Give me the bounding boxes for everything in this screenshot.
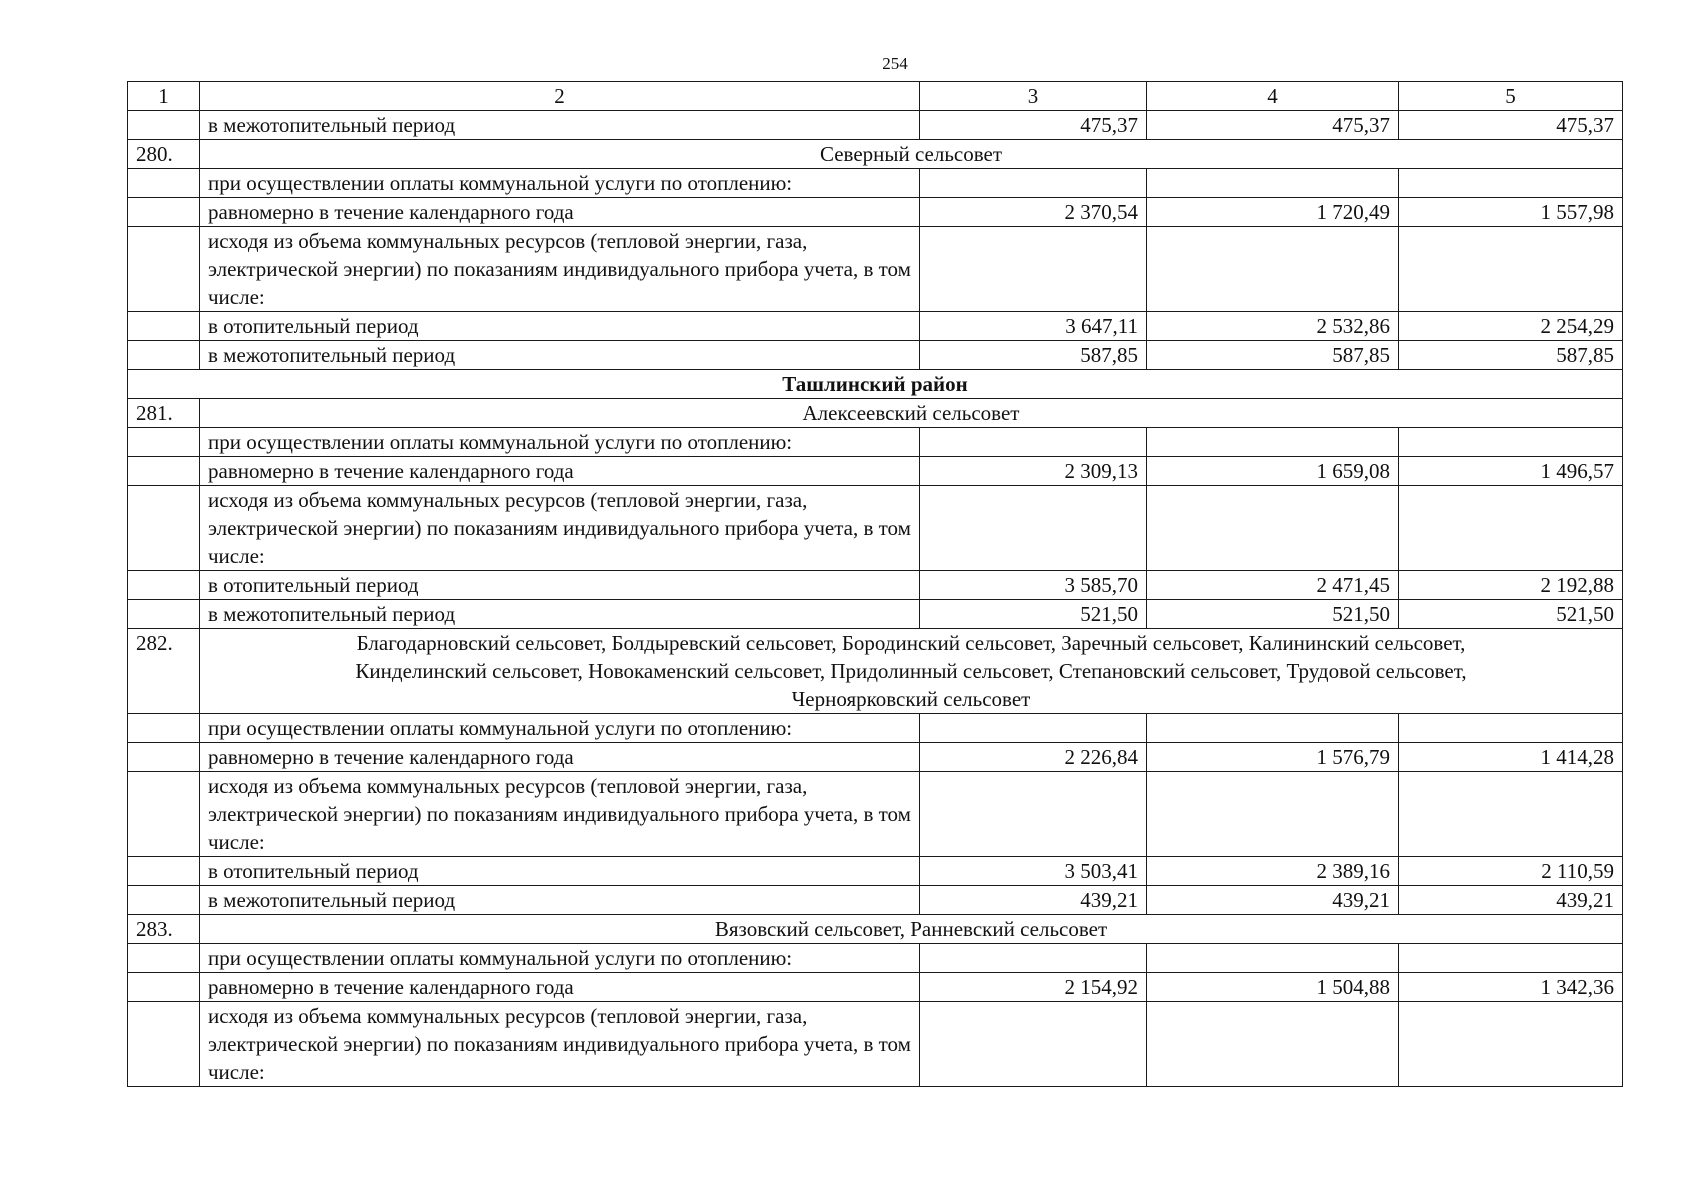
- group-title: Алексеевский сельсовет: [200, 399, 1623, 428]
- row-number-cell: [128, 312, 200, 341]
- row-description: в межотопительный период: [200, 600, 920, 629]
- value-col-3: 439,21: [920, 886, 1147, 915]
- row-description: исходя из объема коммунальных ресурсов (тепловой энергии, газа, электрической энергии) по показаниям индивидуального прибора учета, в том числе:: [200, 486, 920, 571]
- value-col-3: [920, 169, 1147, 198]
- row-number-cell: [128, 973, 200, 1002]
- header-cell-2: 2: [200, 82, 920, 111]
- row-number-cell: [128, 169, 200, 198]
- value-col-4: [1147, 486, 1399, 571]
- value-col-5: [1399, 169, 1623, 198]
- value-col-5: [1399, 1002, 1623, 1087]
- row-description: при осуществлении оплаты коммунальной услуги по отоплению:: [200, 428, 920, 457]
- group-number: 281.: [128, 399, 200, 428]
- table-row: [128, 341, 1623, 370]
- group-title: Вязовский сельсовет, Ранневский сельсовет: [200, 915, 1623, 944]
- value-col-3: [920, 772, 1147, 857]
- value-col-3: 521,50: [920, 600, 1147, 629]
- table-row: [128, 111, 1623, 140]
- value-col-5: 2 254,29: [1399, 312, 1623, 341]
- group-row: [128, 629, 1623, 714]
- group-number: 283.: [128, 915, 200, 944]
- table-row: [128, 772, 1623, 857]
- row-number-cell: [128, 857, 200, 886]
- value-col-4: 587,85: [1147, 341, 1399, 370]
- row-description: равномерно в течение календарного года: [200, 457, 920, 486]
- table-row: [128, 457, 1623, 486]
- row-description: исходя из объема коммунальных ресурсов (тепловой энергии, газа, электрической энергии) по показаниям индивидуального прибора учета, в том числе:: [200, 227, 920, 312]
- value-col-4: 1 720,49: [1147, 198, 1399, 227]
- tariff-table: [127, 81, 1623, 1087]
- table-row: [128, 428, 1623, 457]
- value-col-4: 439,21: [1147, 886, 1399, 915]
- table-row: [128, 227, 1623, 312]
- value-col-5: 2 192,88: [1399, 571, 1623, 600]
- row-description: в межотопительный период: [200, 111, 920, 140]
- row-description: при осуществлении оплаты коммунальной услуги по отоплению:: [200, 714, 920, 743]
- value-col-4: 521,50: [1147, 600, 1399, 629]
- row-number-cell: [128, 743, 200, 772]
- group-row: [128, 399, 1623, 428]
- row-description: равномерно в течение календарного года: [200, 198, 920, 227]
- value-col-4: [1147, 169, 1399, 198]
- value-col-4: [1147, 227, 1399, 312]
- value-col-4: 475,37: [1147, 111, 1399, 140]
- table-body: [128, 82, 1623, 1087]
- value-col-5: 1 414,28: [1399, 743, 1623, 772]
- group-number: 282.: [128, 629, 200, 714]
- table-row: [128, 886, 1623, 915]
- value-col-3: 3 503,41: [920, 857, 1147, 886]
- row-description: при осуществлении оплаты коммунальной услуги по отоплению:: [200, 169, 920, 198]
- value-col-5: 587,85: [1399, 341, 1623, 370]
- value-col-3: 2 226,84: [920, 743, 1147, 772]
- value-col-3: [920, 944, 1147, 973]
- value-col-4: 2 389,16: [1147, 857, 1399, 886]
- table-row: [128, 571, 1623, 600]
- table-row: [128, 857, 1623, 886]
- group-title: Благодарновский сельсовет, Болдыревский сельсовет, Бородинский сельсовет, Заречный сельсовет, Калининский сельсовет, Кинделинский сельсовет, Новокаменский сельсовет, Придолинный сельсовет, Степановский сельсовет, Трудовой сельсовет, Черноярковский сельсовет: [200, 629, 1623, 714]
- value-col-4: 1 659,08: [1147, 457, 1399, 486]
- value-col-3: [920, 486, 1147, 571]
- row-number-cell: [128, 111, 200, 140]
- value-col-4: [1147, 428, 1399, 457]
- table-row: [128, 486, 1623, 571]
- row-number-cell: [128, 600, 200, 629]
- row-description: равномерно в течение календарного года: [200, 743, 920, 772]
- row-description: исходя из объема коммунальных ресурсов (тепловой энергии, газа, электрической энергии) по показаниям индивидуального прибора учета, в том числе:: [200, 1002, 920, 1087]
- table-row: [128, 198, 1623, 227]
- row-number-cell: [128, 486, 200, 571]
- table-row: [128, 714, 1623, 743]
- row-description: при осуществлении оплаты коммунальной услуги по отоплению:: [200, 944, 920, 973]
- value-col-3: 3 585,70: [920, 571, 1147, 600]
- table-row: [128, 1002, 1623, 1087]
- value-col-5: 475,37: [1399, 111, 1623, 140]
- group-row: [128, 915, 1623, 944]
- header-row: [128, 82, 1623, 111]
- row-number-cell: [128, 198, 200, 227]
- value-col-3: [920, 227, 1147, 312]
- value-col-4: 1 504,88: [1147, 973, 1399, 1002]
- value-col-4: 2 471,45: [1147, 571, 1399, 600]
- row-number-cell: [128, 571, 200, 600]
- header-cell-3: 3: [920, 82, 1147, 111]
- header-cell-4: 4: [1147, 82, 1399, 111]
- value-col-4: [1147, 1002, 1399, 1087]
- group-title: Северный сельсовет: [200, 140, 1623, 169]
- header-cell-1: 1: [128, 82, 200, 111]
- row-description: в межотопительный период: [200, 886, 920, 915]
- row-number-cell: [128, 341, 200, 370]
- value-col-3: 587,85: [920, 341, 1147, 370]
- value-col-4: 1 576,79: [1147, 743, 1399, 772]
- value-col-4: [1147, 944, 1399, 973]
- header-cell-5: 5: [1399, 82, 1623, 111]
- district-row: [128, 370, 1623, 399]
- row-number-cell: [128, 1002, 200, 1087]
- row-description: в межотопительный период: [200, 341, 920, 370]
- value-col-3: 475,37: [920, 111, 1147, 140]
- value-col-5: [1399, 227, 1623, 312]
- row-description: исходя из объема коммунальных ресурсов (тепловой энергии, газа, электрической энергии) по показаниям индивидуального прибора учета, в том числе:: [200, 772, 920, 857]
- value-col-4: 2 532,86: [1147, 312, 1399, 341]
- row-number-cell: [128, 886, 200, 915]
- table-row: [128, 743, 1623, 772]
- group-row: [128, 140, 1623, 169]
- table-row: [128, 973, 1623, 1002]
- value-col-4: [1147, 772, 1399, 857]
- row-number-cell: [128, 944, 200, 973]
- value-col-5: 521,50: [1399, 600, 1623, 629]
- value-col-5: 1 342,36: [1399, 973, 1623, 1002]
- value-col-3: 2 154,92: [920, 973, 1147, 1002]
- value-col-5: [1399, 428, 1623, 457]
- table-row: [128, 944, 1623, 973]
- value-col-3: [920, 428, 1147, 457]
- value-col-3: 2 309,13: [920, 457, 1147, 486]
- row-description: в отопительный период: [200, 571, 920, 600]
- table-row: [128, 169, 1623, 198]
- value-col-5: 1 496,57: [1399, 457, 1623, 486]
- value-col-5: [1399, 944, 1623, 973]
- table-row: [128, 312, 1623, 341]
- value-col-3: 3 647,11: [920, 312, 1147, 341]
- value-col-3: [920, 1002, 1147, 1087]
- row-number-cell: [128, 714, 200, 743]
- value-col-5: [1399, 486, 1623, 571]
- row-description: в отопительный период: [200, 312, 920, 341]
- value-col-5: [1399, 714, 1623, 743]
- page-number: 254: [882, 54, 908, 73]
- value-col-3: 2 370,54: [920, 198, 1147, 227]
- group-number: 280.: [128, 140, 200, 169]
- district-title: Ташлинский район: [128, 370, 1623, 399]
- value-col-5: 2 110,59: [1399, 857, 1623, 886]
- row-number-cell: [128, 428, 200, 457]
- value-col-5: 1 557,98: [1399, 198, 1623, 227]
- value-col-4: [1147, 714, 1399, 743]
- row-description: в отопительный период: [200, 857, 920, 886]
- value-col-5: 439,21: [1399, 886, 1623, 915]
- row-number-cell: [128, 457, 200, 486]
- value-col-5: [1399, 772, 1623, 857]
- table-row: [128, 600, 1623, 629]
- value-col-3: [920, 714, 1147, 743]
- row-number-cell: [128, 227, 200, 312]
- row-description: равномерно в течение календарного года: [200, 973, 920, 1002]
- row-number-cell: [128, 772, 200, 857]
